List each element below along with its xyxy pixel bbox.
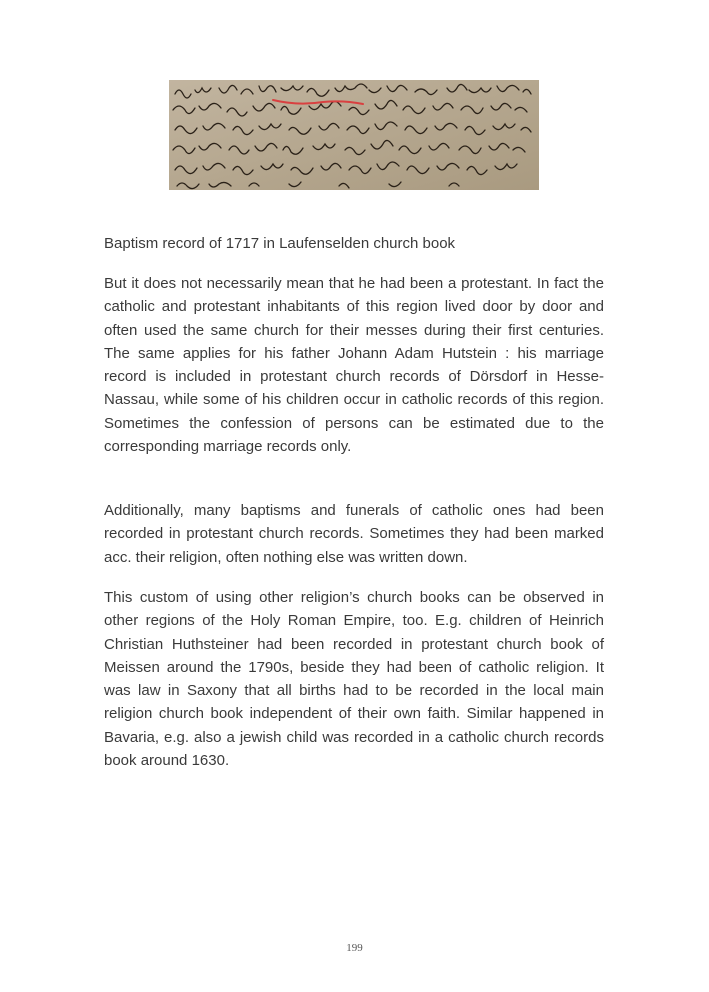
handwriting-scan — [169, 80, 539, 190]
paragraph-1: But it does not necessarily mean that he had been a protestant. In fact the catholic and protestant inhabitants of this region lived door by door and often used the same church for their messes during their first centuries. The same applies for his father Johann Adam Hutstein : his marriage record is included in protestant church records of Dörsdorf in Hesse-Nassau, while some of his children occur in catholic records of this region. Sometimes the confession of persons can be estimated due to the corresponding marriage records only. — [104, 275, 604, 456]
paragraph-3: This custom of using other religion’s church books can be observed in other regions of the Holy Roman Empire, too. E.g. children of Heinrich Christian Huthsteiner had been recorded in protestant church book of Meissen around the 1790s, beside they had been of catholic religion. It was law in Saxony that all births had to be recorded in the local main religion church book independent of their own faith. Similar happened in Bavaria, e.g. also a jewish child was recorded in a catholic church records book around 1630. — [104, 589, 604, 770]
figure-caption: Baptism record of 1717 in Laufenselden church book — [104, 235, 456, 252]
paragraph-2: Additionally, many baptisms and funerals of catholic ones had been recorded in protestant church records. Sometimes they had been marked acc. their religion, often nothing else was written down. — [104, 502, 604, 566]
baptism-record-image — [169, 80, 539, 190]
page-number: 199 — [346, 942, 363, 954]
